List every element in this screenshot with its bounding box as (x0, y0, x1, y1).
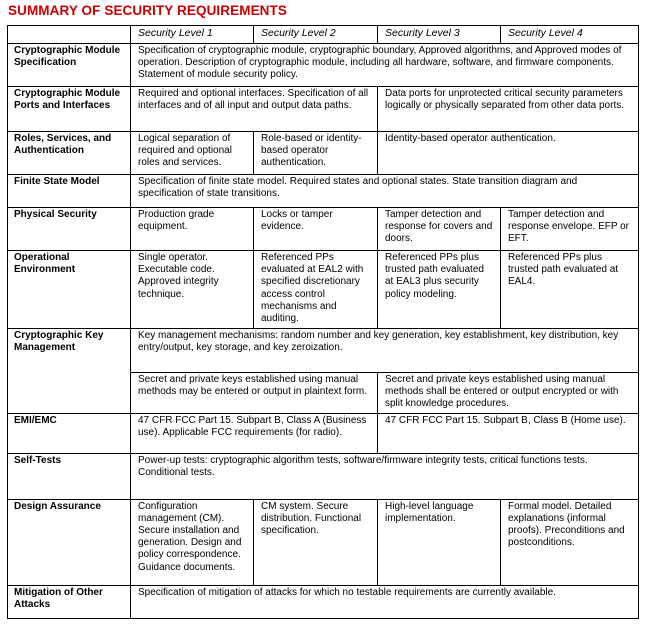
page-title: SUMMARY OF SECURITY REQUIREMENTS (8, 3, 287, 18)
table-cell: Locks or tamper evidence. (254, 208, 378, 251)
corner-cell (8, 26, 131, 44)
table-cell: Data ports for unprotected critical security parameters logically or physically separated from other data ports. (378, 87, 639, 132)
header-level-1: Security Level 1 (131, 26, 254, 44)
row-header: Roles, Services, and Authentication (8, 132, 131, 175)
row-header: Finite State Model (8, 175, 131, 208)
row-header: Design Assurance (8, 499, 131, 585)
table-cell: Specification of finite state model. Required states and optional states. State transition diagram and specification of state transitions. (131, 175, 639, 208)
table-cell: Production grade equipment. (131, 208, 254, 251)
table-row (8, 413, 639, 453)
table-cell: 47 CFR FCC Part 15. Subpart B, Class B (Home use). (378, 413, 639, 453)
table-cell: Tamper detection and response for covers and doors. (378, 208, 501, 251)
table-cell: 47 CFR FCC Part 15. Subpart B, Class A (Business use). Applicable FCC requirements (for radio). (131, 413, 378, 453)
table-cell: Secret and private keys established using manual methods may be entered or output in plaintext form. (131, 373, 378, 414)
table-row (8, 208, 639, 251)
header-level-3: Security Level 3 (378, 26, 501, 44)
table-cell: Key management mechanisms: random number and key generation, key establishment, key distribution, key entry/output, key storage, and key zeroization. (131, 329, 639, 373)
table-cell: Formal model. Detailed explanations (informal proofs). Preconditions and postconditions. (501, 499, 639, 585)
row-header: EMI/EMC (8, 413, 131, 453)
row-header: Mitigation of Other Attacks (8, 585, 131, 618)
table-cell: Specification of cryptographic module, cryptographic boundary, Approved algorithms, and Approved modes of operation. Description of cryptographic module, including all hardware, software, and firmware components. Statement of module security policy. (131, 44, 639, 87)
table-cell: Single operator. Executable code. Approved integrity technique. (131, 251, 254, 329)
table-cell: Required and optional interfaces. Specification of all interfaces and of all input and output data paths. (131, 87, 378, 132)
header-level-2: Security Level 2 (254, 26, 378, 44)
row-header: Cryptographic Module Ports and Interfaces (8, 87, 131, 132)
table-row (8, 87, 639, 132)
table-row (8, 132, 639, 175)
row-header: Self-Tests (8, 453, 131, 499)
table-cell: Power-up tests: cryptographic algorithm tests, software/firmware integrity tests, critical functions tests. Conditional tests. (131, 453, 639, 499)
header-row (8, 26, 639, 44)
table-cell: Secret and private keys established using manual methods shall be entered or output encrypted or with split knowledge procedures. (378, 373, 639, 414)
table-cell: Identity-based operator authentication. (378, 132, 639, 175)
table-row (8, 44, 639, 87)
security-requirements-table (7, 25, 639, 619)
table-row (8, 453, 639, 499)
table-row (8, 499, 639, 585)
table-row (8, 329, 639, 373)
table-cell: Configuration management (CM). Secure installation and generation. Design and policy correspondence. Guidance documents. (131, 499, 254, 585)
table-cell: CM system. Secure distribution. Functional specification. (254, 499, 378, 585)
header-level-4: Security Level 4 (501, 26, 639, 44)
table-cell: Tamper detection and response envelope. EFP or EFT. (501, 208, 639, 251)
row-header: Physical Security (8, 208, 131, 251)
table-cell: Role-based or identity-based operator authentication. (254, 132, 378, 175)
row-header: Cryptographic Module Specification (8, 44, 131, 87)
table-cell: Logical separation of required and optional roles and services. (131, 132, 254, 175)
row-header: Operational Environment (8, 251, 131, 329)
table-cell: Specification of mitigation of attacks for which no testable requirements are currently available. (131, 585, 639, 618)
table-cell: Referenced PPs plus trusted path evaluated at EAL4. (501, 251, 639, 329)
table-row (8, 251, 639, 329)
row-header: Cryptographic Key Management (8, 329, 131, 414)
table-cell: Referenced PPs evaluated at EAL2 with specified discretionary access control mechanisms and auditing. (254, 251, 378, 329)
table-row (8, 585, 639, 618)
table-cell: High-level language implementation. (378, 499, 501, 585)
table-row (8, 175, 639, 208)
table-cell: Referenced PPs plus trusted path evaluated at EAL3 plus security policy modeling. (378, 251, 501, 329)
